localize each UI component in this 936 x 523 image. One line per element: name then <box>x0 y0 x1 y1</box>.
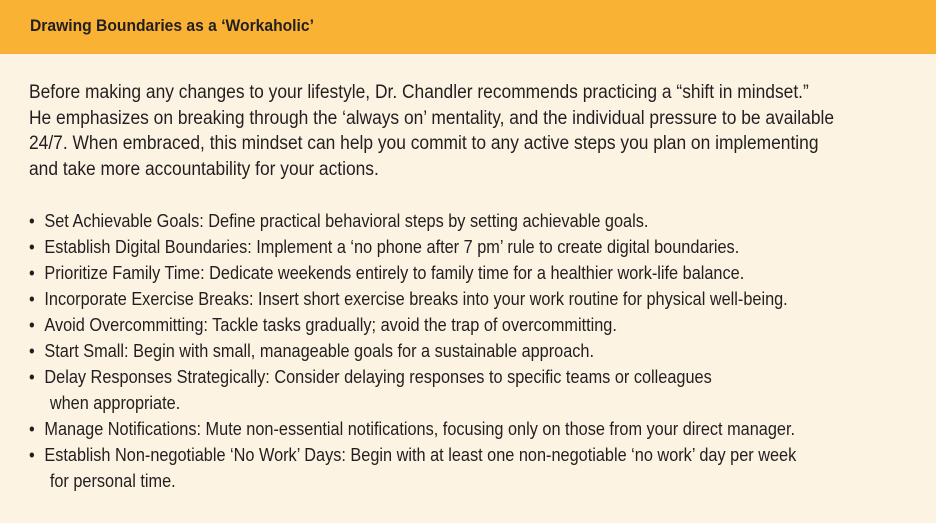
bullet-icon: • <box>29 419 35 439</box>
tip-item-avoid-overcommitting <box>29 312 898 338</box>
tip-text: Set Achievable Goals: Define practical behavioral steps by setting achievable goals. <box>44 211 649 231</box>
tip-text: Manage Notifications: Mute non-essential notifications, focusing only on those from your direct manager. <box>44 419 796 439</box>
box-header <box>0 0 936 54</box>
tip-item-exercise-breaks <box>29 286 898 312</box>
tip-item-set-achievable-goals <box>29 208 898 234</box>
bullet-icon: • <box>29 289 35 309</box>
tip-item-no-work-days <box>29 442 898 494</box>
intro-line: and take more accountability for your actions. <box>29 158 379 180</box>
intro-line: 24/7. When embraced, this mindset can help you commit to any active steps you plan on implementing <box>29 133 819 154</box>
tip-item-start-small <box>29 338 898 364</box>
bullet-icon: • <box>29 445 35 465</box>
tip-text: Establish Non-negotiable ‘No Work’ Days: Begin with at least one non-negotiable ‘no work’ day per week <box>44 445 797 465</box>
bullet-icon: • <box>29 315 35 335</box>
tip-item-delay-responses <box>29 364 898 416</box>
bullet-icon: • <box>29 211 35 231</box>
intro-line: He emphasizes on breaking through the ‘always on’ mentality, and the individual pressure to be available <box>29 107 835 129</box>
tip-text-continued: when appropriate. <box>49 393 181 413</box>
tip-text: Delay Responses Strategically: Consider delaying responses to specific teams or colleagues <box>44 367 712 387</box>
bullet-icon: • <box>29 237 35 257</box>
tip-item-digital-boundaries <box>29 234 898 260</box>
tips-list <box>29 208 898 494</box>
tip-item-manage-notifications <box>29 416 898 442</box>
bullet-icon: • <box>29 263 35 283</box>
bullet-icon: • <box>29 367 35 387</box>
bullet-icon: • <box>29 341 35 361</box>
tip-item-family-time <box>29 260 898 286</box>
tip-text: Avoid Overcommitting: Tackle tasks gradually; avoid the trap of overcommitting. <box>44 315 617 335</box>
intro-line: Before making any changes to your lifestyle, Dr. Chandler recommends practicing a “shift in mindset.” <box>29 82 809 103</box>
tip-text: Incorporate Exercise Breaks: Insert short exercise breaks into your work routine for physical well-being. <box>44 289 788 309</box>
tip-text: Establish Digital Boundaries: Implement a ‘no phone after 7 pm’ rule to create digital boundaries. <box>44 237 740 257</box>
tip-text: Prioritize Family Time: Dedicate weekends entirely to family time for a healthier work-life balance. <box>44 263 745 283</box>
intro-paragraph <box>29 80 907 182</box>
tip-text-continued: for personal time. <box>49 471 176 491</box>
tip-text: Start Small: Begin with small, manageable goals for a sustainable approach. <box>44 341 595 361</box>
box-title: Drawing Boundaries as a ‘Workaholic’ <box>30 16 314 35</box>
